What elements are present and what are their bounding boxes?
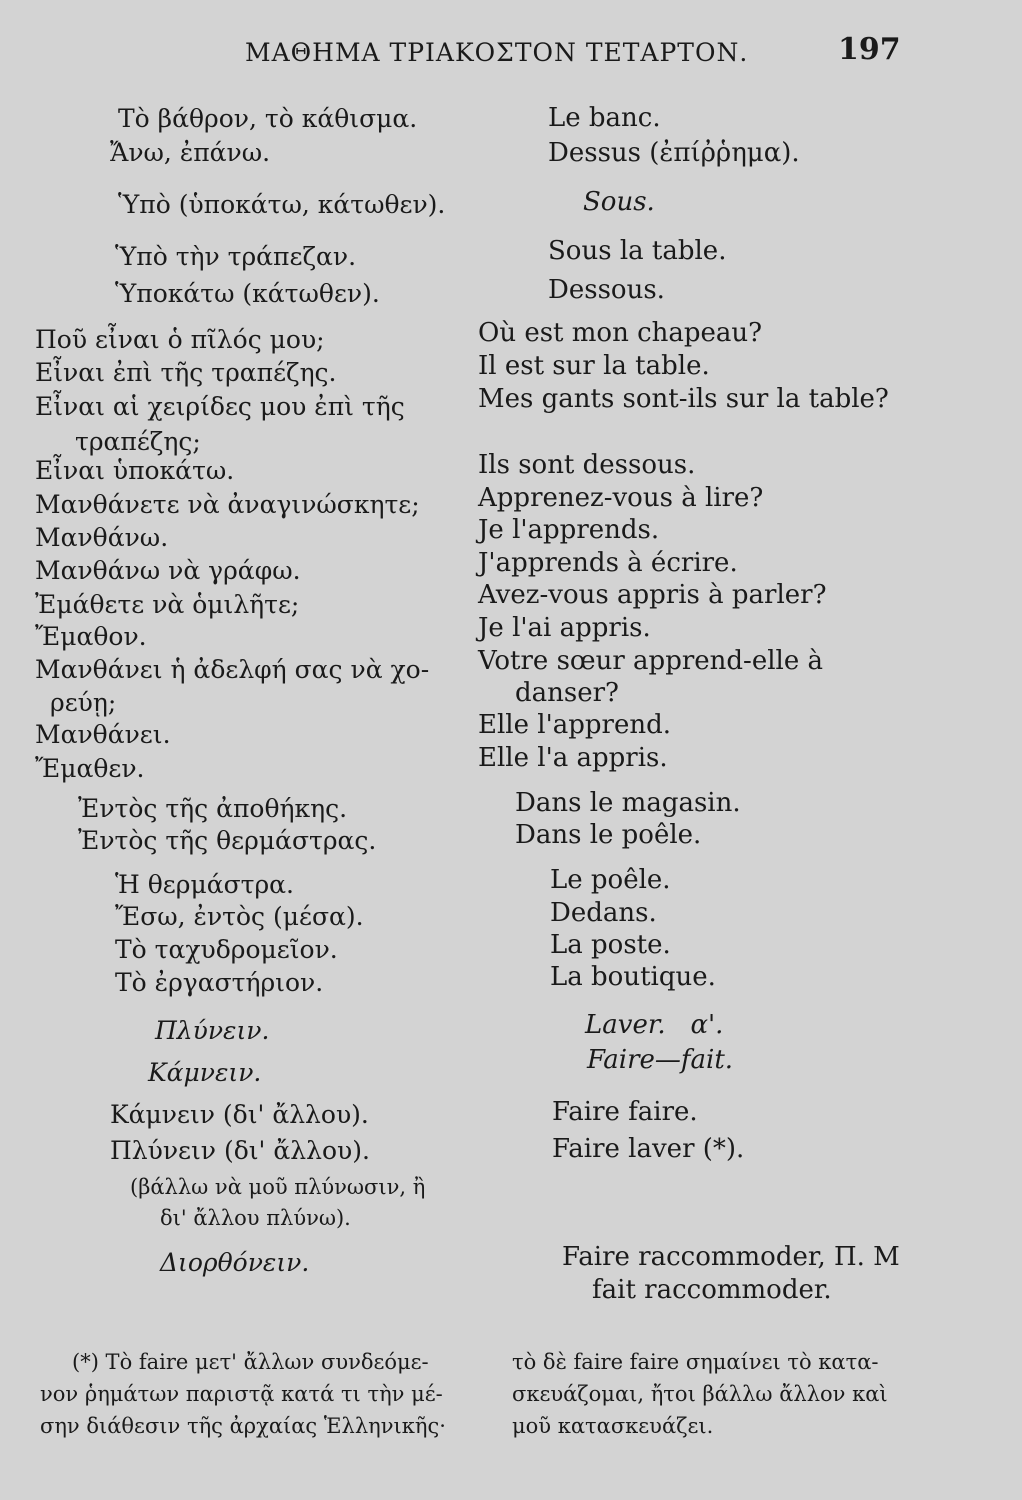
french-line: Sous la table.	[548, 236, 727, 266]
french-line: Avez-vous appris à parler?	[478, 580, 827, 610]
greek-line: Πλύνειν (δι' ἄλλου).	[110, 1136, 370, 1165]
greek-line: (βάλλω νὰ μοῦ πλύνωσιν, ἢ	[130, 1175, 426, 1199]
greek-line: Μανθάνει ἡ ἀδελφή σας νὰ χο-	[35, 655, 430, 684]
french-line: La poste.	[550, 930, 671, 960]
running-header: ΜΑΘΗΜΑ ΤΡΙΑΚΟΣΤΟΝ ΤΕΤΑΡΤΟΝ.	[245, 38, 749, 67]
french-line: Où est mon chapeau?	[478, 318, 763, 348]
greek-line: Εἶναι ἐπὶ τῆς τραπέζης.	[35, 358, 337, 387]
greek-line: Εἶναι ὑποκάτω.	[35, 456, 235, 485]
french-line: Le poêle.	[550, 865, 671, 895]
french-line: Mes gants sont-ils sur la table?	[478, 384, 889, 414]
french-line: Faire raccommoder, Π. Μ	[562, 1242, 900, 1272]
greek-line: Ἐντὸς τῆς θερμάστρας.	[78, 826, 377, 855]
greek-line: Ἔσω, ἐντὸς (μέσα).	[115, 902, 364, 931]
greek-line: Κάμνειν.	[148, 1058, 262, 1087]
french-line: Faire—fait.	[587, 1045, 734, 1075]
greek-line: Μανθάνω.	[35, 523, 169, 552]
greek-line: Ἐμάθετε νὰ ὁμιλῆτε;	[35, 590, 300, 619]
footnote-line: μοῦ κατασκευάζει.	[512, 1414, 714, 1438]
greek-line: Ὑπὸ (ὑποκάτω, κάτωθεν).	[118, 190, 446, 219]
footnote-line: νον ῥημάτων παριστᾷ κατά τι τὴν μέ-	[40, 1382, 443, 1406]
greek-line: Ὑπὸ τὴν τράπεζαν.	[115, 242, 357, 271]
greek-line: Μανθάνετε νὰ ἀναγινώσκητε;	[35, 490, 420, 519]
french-line: Je l'apprends.	[478, 515, 660, 545]
french-line: Dans le magasin.	[515, 788, 741, 818]
french-line: danser?	[515, 678, 619, 708]
footnote-line: (*) Τὸ faire μετ' ἄλλων συνδεόμε-	[72, 1350, 429, 1374]
french-line: Elle l'a appris.	[478, 743, 668, 773]
greek-line: Μανθάνει.	[35, 720, 171, 749]
greek-line: Τὸ βάθρον, τὸ κάθισμα.	[118, 104, 418, 133]
french-line: La boutique.	[550, 962, 716, 992]
french-line: Le banc.	[548, 103, 661, 133]
greek-line: Τὸ ταχυδρομεῖον.	[115, 935, 338, 964]
greek-line: Ἔμαθεν.	[35, 754, 145, 783]
footnote-line: σην διάθεσιν τῆς ἀρχαίας Ἑλληνικῆς·	[40, 1414, 446, 1438]
french-line: Il est sur la table.	[478, 351, 710, 381]
greek-line: Ποῦ εἶναι ὁ πῖλός μου;	[35, 325, 325, 354]
french-line: Apprenez-vous à lire?	[478, 483, 764, 513]
greek-line: Ἄνω, ἐπάνω.	[110, 138, 271, 167]
greek-line: Πλύνειν.	[155, 1016, 270, 1045]
french-line: fait raccommoder.	[592, 1275, 832, 1305]
footnote-line: σκευάζομαι, ἤτοι βάλλω ἄλλον καὶ	[512, 1382, 888, 1406]
french-line: Dessous.	[548, 275, 665, 305]
greek-line: Τὸ ἐργαστήριον.	[115, 968, 324, 997]
french-line: Dessus (ἐπίῤῥημα).	[548, 138, 800, 168]
french-line: Ils sont dessous.	[478, 450, 696, 480]
footnote-line: τὸ δὲ faire faire σημαίνει τὸ κατα-	[512, 1350, 879, 1374]
french-line: Je l'ai appris.	[478, 613, 651, 643]
french-line: Laver. α'.	[585, 1010, 724, 1040]
greek-line: Εἶναι αἱ χειρίδες μου ἐπὶ τῆς	[35, 392, 405, 421]
greek-line: Διορθόνειν.	[160, 1248, 310, 1277]
greek-line: Μανθάνω νὰ γράφω.	[35, 556, 301, 585]
french-line: Dans le poêle.	[515, 820, 702, 850]
page-number: 197	[838, 32, 901, 67]
greek-line: Κάμνειν (δι' ἄλλου).	[110, 1100, 369, 1129]
greek-line: Ἡ θερμάστρα.	[115, 870, 295, 899]
french-line: Faire laver (*).	[552, 1134, 745, 1164]
greek-line: ρεύῃ;	[50, 688, 117, 717]
greek-line: Ἔμαθον.	[35, 622, 147, 651]
french-line: J'apprends à écrire.	[478, 548, 738, 578]
french-line: Votre sœur apprend-elle à	[478, 646, 824, 676]
french-line: Faire faire.	[552, 1097, 698, 1127]
greek-line: τραπέζης;	[75, 427, 201, 456]
greek-line: δι' ἄλλου πλύνω).	[160, 1206, 351, 1230]
french-line: Elle l'apprend.	[478, 710, 671, 740]
greek-line: Ἐντὸς τῆς ἀποθήκης.	[78, 794, 348, 823]
greek-line: Ὑποκάτω (κάτωθεν).	[115, 279, 380, 308]
french-line: Sous.	[583, 187, 655, 217]
french-line: Dedans.	[550, 898, 657, 928]
